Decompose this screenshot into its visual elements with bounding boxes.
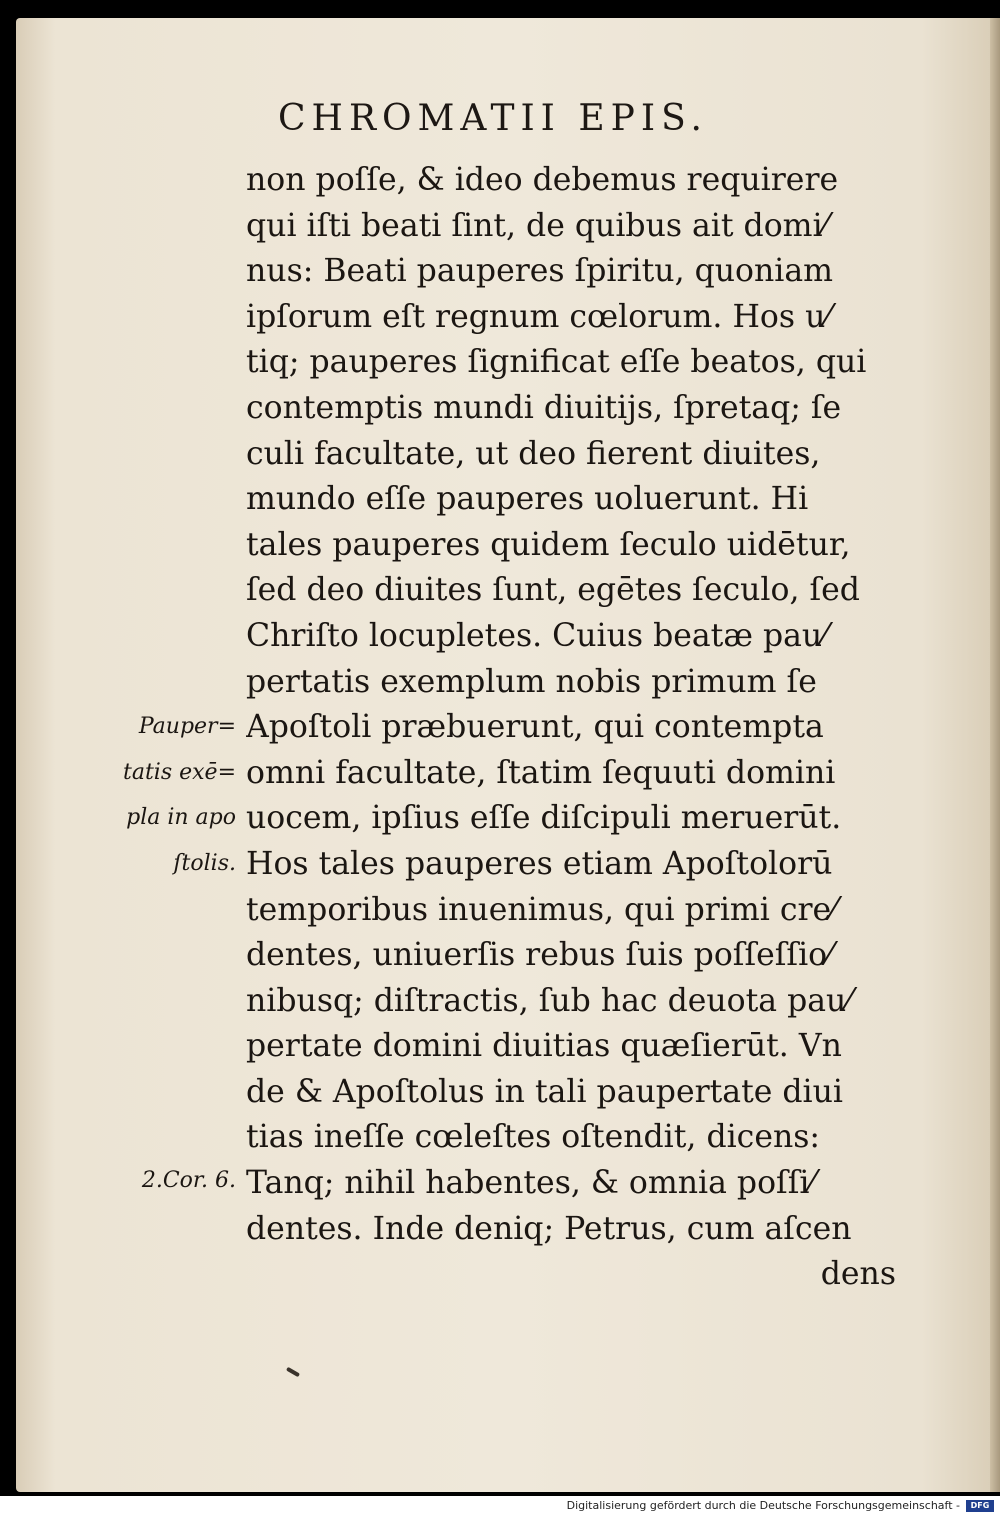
text-line: nus: Beati pauperes ſpiritu, quoniam <box>246 253 834 290</box>
text-line: tales pauperes quidem ſeculo uidētur, <box>246 526 851 563</box>
body-text <box>246 158 896 1298</box>
footer-bar <box>0 1496 1000 1516</box>
text-line: Apoſtoli præbuerunt, qui contempta <box>246 709 824 746</box>
footer-text: Digitalisierung gefördert durch die Deutsche Forschungsgemeinschaft - <box>566 1499 960 1512</box>
marginal-note-line: 2.Cor. 6. <box>141 1168 236 1193</box>
page-edge <box>990 18 1000 1492</box>
marginal-note-line: pla in apo <box>126 805 236 831</box>
text-line: pertate domini diuitias quæſierūt. Vn <box>246 1028 842 1065</box>
text-line: uocem, ipſius eſſe diſcipuli meruerūt. <box>246 800 842 837</box>
marginal-note-line: ſtolis. <box>173 850 236 876</box>
text-line: Tanq; nihil habentes, & omnia poſſi⁄ <box>246 1165 815 1202</box>
marginal-note-line: Pauper= <box>138 714 236 739</box>
marginal-note-line: tatis exē= <box>123 759 236 785</box>
text-line: de & Apoſtolus in tali paupertate diui <box>246 1073 843 1110</box>
text-line: dentes, uniuerſis rebus ſuis poſſeſſio⁄ <box>246 937 833 974</box>
marginal-note-corinthians <box>98 1158 236 1204</box>
dfg-logo: DFG <box>966 1500 994 1512</box>
text-line: dentes. Inde deniq; Petrus, cum aſcen <box>246 1210 852 1247</box>
text-line: qui iſti beati ſint, de quibus ait domi⁄ <box>246 207 828 244</box>
text-line: pertatis exemplum nobis primum ſe <box>246 663 817 700</box>
text-line: contemptis mundi diuitijs, ſpretaq; ſe <box>246 389 842 426</box>
text-line: tiq; pauperes ſignificat eſſe beatos, qui <box>246 344 867 381</box>
text-line: tias ineſſe cœleſtes oſtendit, dicens: <box>246 1119 821 1156</box>
running-head: CHROMATII EPIS. <box>278 98 708 139</box>
text-line: Hos tales pauperes etiam Apoſtolorū <box>246 845 833 882</box>
text-line: mundo eſſe pauperes uoluerunt. Hi <box>246 481 809 518</box>
text-line: temporibus inuenimus, qui primi cre⁄ <box>246 891 837 928</box>
text-line: ſed deo diuites ſunt, egētes ſeculo, ſed <box>246 572 860 609</box>
text-line: culi facultate, ut deo fierent diuites, <box>246 435 821 472</box>
text-line: non poſſe, & ideo debemus requirere <box>246 162 839 198</box>
text-line: omni facultate, ſtatim ſequuti domini <box>246 754 836 791</box>
catchword: dens <box>820 1256 896 1293</box>
marginal-note-pauperum <box>98 704 236 886</box>
text-line: ipſorum eſt regnum cœlorum. Hos u⁄ <box>246 298 831 335</box>
text-line: Chriſto locupletes. Cuius beatæ pau⁄ <box>246 617 828 654</box>
text-line: nibusq; diſtractis, ſub hac deuota pau⁄ <box>246 982 852 1019</box>
